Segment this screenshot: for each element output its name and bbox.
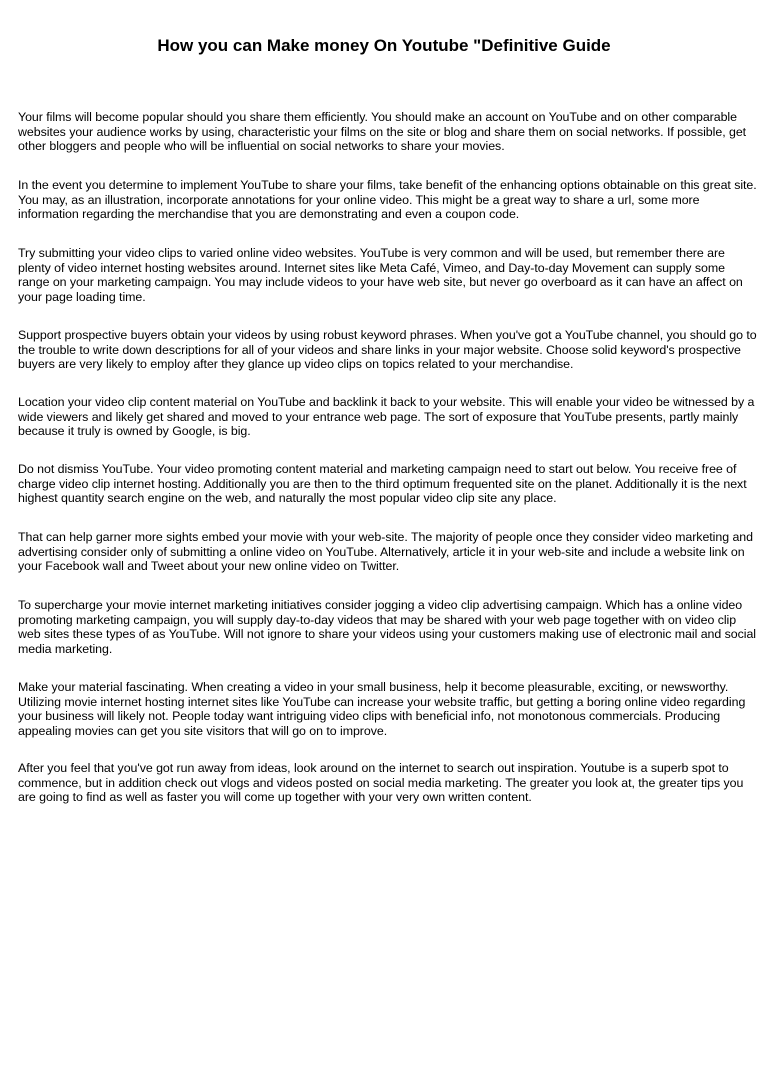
paragraph-6: Do not dismiss YouTube. Your video promoting content material and marketing campaign need to start out below. You receive free of charge video clip internet hosting. Additionally you are then to the third optimum frequented site on the planet. Additionally it is the next highest quantity search engine on the web, and naturally the most popular video clip site any place. [18, 462, 747, 506]
paragraph-10: After you feel that you've got run away from ideas, look around on the internet to search out inspiration. Youtube is a superb spot to commence, but in addition check out vlogs and videos posted on social media marketing. The greater you look at, the greater tips you are going to find as well as faster you will come up together with your very own written content. [18, 761, 744, 805]
paragraph-3: Try submitting your video clips to varied online video websites. YouTube is very common and will be used, but remember there are plenty of video internet hosting websites around. Internet sites like Meta Café, Vimeo, and Day-to-day Movement can supply some range on your marketing campaign. You may include videos to your have web site, but never go overboard as it can have an affect on your page loading time. [18, 246, 743, 304]
paragraph-1: Your films will become popular should you share them efficiently. You should make an account on YouTube and on other comparable websites your audience works by using, characteristic your films on the site or blog and share them on social networks. If possible, get other bloggers and people who will be influential on social networks to share your movies. [18, 110, 747, 154]
paragraph-9: Make your material fascinating. When creating a video in your small business, help it become pleasurable, exciting, or newsworthy. Utilizing movie internet hosting internet sites like YouTube can increase your website traffic, but getting a boring online video regarding your business will likely not. People today want intriguing video clips with beneficial info, not monotonous commercials. Producing appealing movies can get you site visitors that will go on to improve. [18, 680, 746, 738]
paragraph-2: In the event you determine to implement YouTube to share your films, take benefit of the enhancing options obtainable on this great site. You may, as an illustration, incorporate annotations for your online video. This might be a great way to share a url, some more information regarding the merchandise that you are demonstrating and even a coupon code. [18, 178, 757, 222]
paragraph-8: To supercharge your movie internet marketing initiatives consider jogging a video clip advertising campaign. Which has a online video promoting marketing campaign, you will supply day-to-day videos that may be shared with your web page together with on video clip web sites these types of as YouTube. Will not ignore to share your videos using your customers making use of electronic mail and social media marketing. [18, 598, 756, 656]
paragraph-5: Location your video clip content material on YouTube and backlink it back to your website. This will enable your video be witnessed by a wide viewers and likely get shared and moved to your entrance web page. The sort of exposure that YouTube presents, partly mainly because it truly is owned by Google, is big. [18, 395, 755, 439]
page-title: How you can Make money On Youtube "Definitive Guide [157, 36, 611, 55]
paragraph-4: Support prospective buyers obtain your videos by using robust keyword phrases. When you've got a YouTube channel, you should go to the trouble to write down descriptions for all of your videos and share links in your major website. Choose solid keyword's prospective buyers are very likely to employ after they glance up video clips on topics related to your merchandise. [18, 328, 757, 372]
paragraph-7: That can help garner more sights embed your movie with your web-site. The majority of people once they consider video marketing and advertising consider only of submitting a online video on YouTube. Alternatively, article it in your web-site and include a website link on your Facebook wall and Tweet about your new online video on Twitter. [18, 530, 753, 574]
